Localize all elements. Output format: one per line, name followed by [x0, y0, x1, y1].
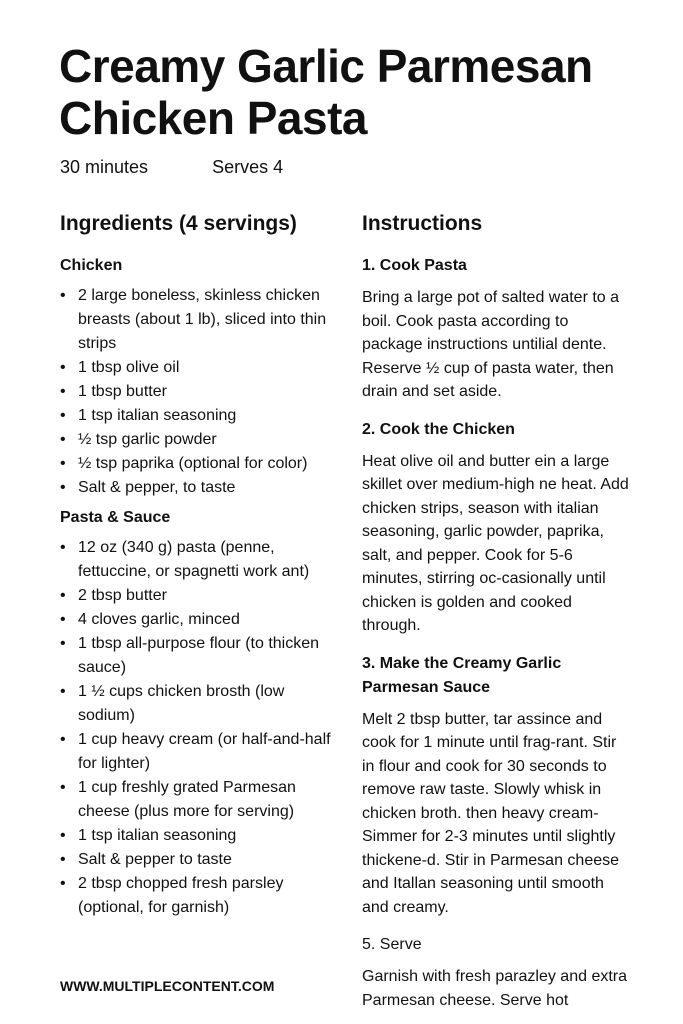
step-title: 1. Cook Pasta: [362, 257, 467, 274]
instructions-heading: Instructions: [362, 212, 483, 235]
instructions-section: [362, 210, 632, 1012]
ingredient-item: • ½ tsp paprika (optional for color): [60, 452, 340, 476]
ingredient-item: • 2 tbsp butter: [60, 584, 340, 608]
ingredient-item: • Salt & pepper, to taste: [60, 476, 340, 500]
ingredient-group-chicken: Chicken: [60, 257, 123, 274]
ingredient-item: • 1 tsp italian seasoning: [60, 824, 340, 848]
servings: Serves 4: [212, 157, 284, 177]
ingredient-item: • 1 cup heavy cream (or half-and-half for lighter): [60, 728, 340, 776]
chicken-ingredient-list: [60, 284, 340, 500]
ingredient-item: • 1 ½ cups chicken brosth (low sodium): [60, 680, 340, 728]
step-title: 5. Serve: [362, 936, 422, 953]
pasta-sauce-ingredient-list: [60, 536, 340, 920]
ingredient-item: • 2 tbsp chopped fresh parsley (optional, for garnish): [60, 872, 340, 920]
recipe-meta: [60, 155, 283, 179]
step-title: 2. Cook the Chicken: [362, 420, 515, 438]
ingredient-item: • 1 cup freshly grated Parmesan cheese (plus more for serving): [60, 776, 340, 824]
step-text: Bring a large pot of salted water to a boil. Cook pasta according to package instructions untilial dente. Reserve ½ cup of pasta water, then drain and set aside.: [362, 289, 620, 400]
ingredient-item: • 1 tbsp all-purpose flour (to thicken sauce): [60, 632, 340, 680]
ingredient-item: • 1 tsp italian seasoning: [60, 404, 340, 428]
ingredient-item: • Salt & pepper to taste: [60, 848, 340, 872]
step-text: Melt 2 tbsp butter, tar assince and cook for 1 minute until frag-rant. Stir in flour and cook for 30 seconds to remove raw taste. Slowly whisk in chicken broth. then heavy cream-Simmer for 2-3 minutes until slightly thickene-d. Stir in Parmesan cheese and Itallan seasoning until smooth and creamy.: [362, 710, 620, 916]
ingredients-heading: Ingredients (4 servings): [60, 212, 297, 235]
step-text: Garnish with fresh parazley and extra Parmesan cheese. Serve hot: [362, 968, 628, 1009]
ingredient-item: • ½ tsp garlic powder: [60, 428, 340, 452]
ingredients-section: [60, 210, 340, 920]
recipe-title-line-2: Chicken Pasta: [59, 92, 367, 144]
ingredient-item: • 4 cloves garlic, minced: [60, 608, 340, 632]
step-text: Heat olive oil and butter ein a large skillet over medium-high ne heat. Add chicken strips, season with italian seasoning, garlic powder, paprika, salt, and pepper. Cook for 5-6 minutes, stirring oc-casionally until chicken is golden and cooked through.: [362, 452, 629, 634]
ingredient-item: • 2 large boneless, skinless chicken breasts (about 1 lb), sliced into thin strips: [60, 284, 340, 356]
ingredient-item: • 1 tbsp butter: [60, 380, 340, 404]
recipe-title-line-1: Creamy Garlic Parmesan: [59, 40, 593, 92]
ingredient-item: • 1 tbsp olive oil: [60, 356, 340, 380]
ingredient-item: • 12 oz (340 g) pasta (penne, fettuccine, or spagnetti work ant): [60, 536, 340, 584]
website-url: WWW.MULTIPLECONTENT.COM: [60, 978, 275, 994]
recipe-title: [59, 40, 659, 144]
step-title: 3. Make the Creamy Garlic Parmesan Sauce: [362, 654, 562, 696]
ingredient-group-pasta-sauce: Pasta & Sauce: [60, 509, 171, 526]
prep-time: 30 minutes: [60, 157, 149, 177]
